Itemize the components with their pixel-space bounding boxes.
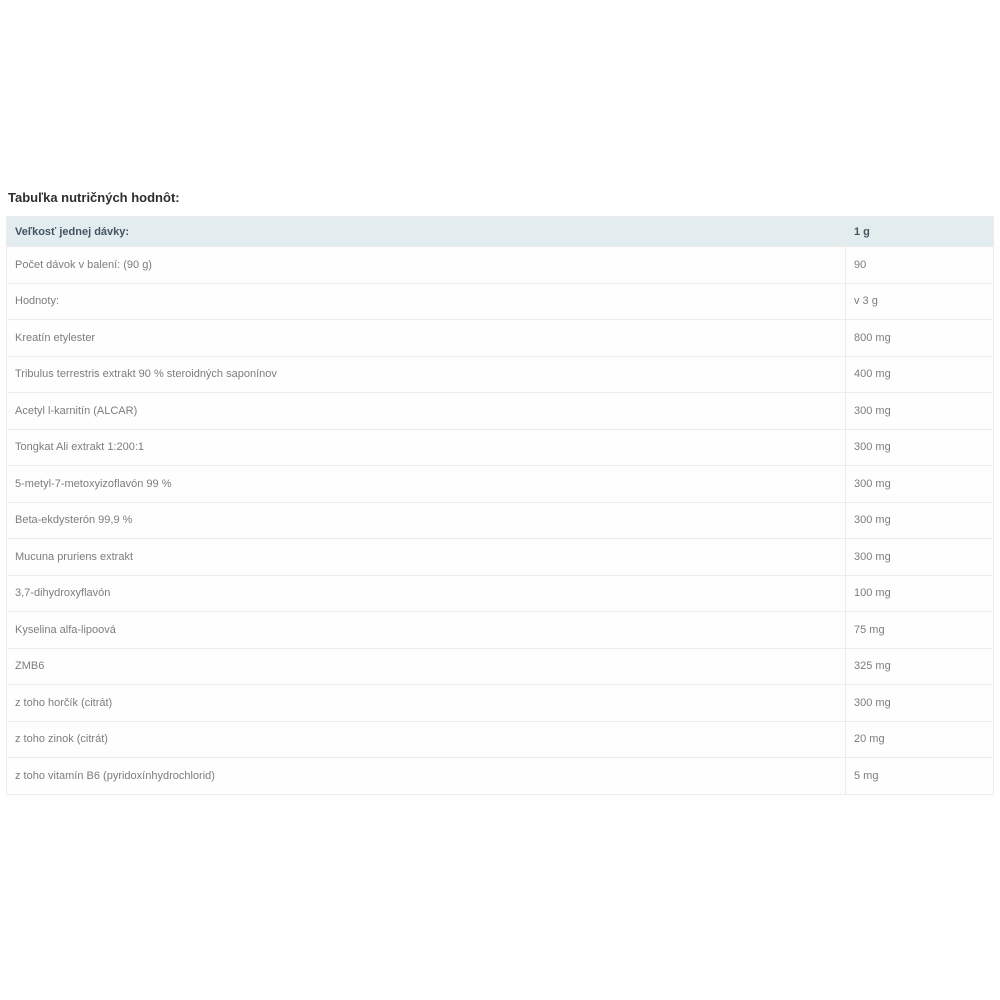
section-title: Tabuľka nutričných hodnôt: [8,190,180,205]
serving-size-label: Veľkosť jednej dávky: [7,217,846,247]
ingredient-label: Počet dávok v balení: (90 g) [7,247,846,284]
ingredient-value: 325 mg [846,648,994,685]
ingredient-value: 800 mg [846,320,994,357]
ingredient-label: Tongkat Ali extrakt 1:200:1 [7,429,846,466]
ingredient-label: z toho horčík (citrát) [7,685,846,722]
table-row [7,758,994,795]
ingredient-value: 400 mg [846,356,994,393]
ingredient-label: Kreatín etylester [7,320,846,357]
ingredient-value: 300 mg [846,466,994,503]
table-row [7,283,994,320]
ingredient-value: 300 mg [846,502,994,539]
serving-size-value: 1 g [846,217,994,247]
ingredient-value: 5 mg [846,758,994,795]
ingredient-label: 3,7-dihydroxyflavón [7,575,846,612]
ingredient-value: 300 mg [846,539,994,576]
table-row [7,648,994,685]
table-row [7,721,994,758]
ingredient-label: Acetyl l-karnitín (ALCAR) [7,393,846,430]
ingredient-label: Beta-ekdysterón 99,9 % [7,502,846,539]
ingredient-label: Kyselina alfa-lipoová [7,612,846,649]
table-row [7,429,994,466]
ingredient-label: z toho zinok (citrát) [7,721,846,758]
table-row [7,685,994,722]
ingredient-label: Mucuna pruriens extrakt [7,539,846,576]
table-row [7,466,994,503]
table-row [7,539,994,576]
ingredient-value: 75 mg [846,612,994,649]
ingredient-label: Hodnoty: [7,283,846,320]
ingredient-label: 5-metyl-7-metoxyizoflavón 99 % [7,466,846,503]
table-row [7,247,994,284]
ingredient-value: 100 mg [846,575,994,612]
table-row [7,393,994,430]
table-row [7,356,994,393]
table-header-row [7,217,994,247]
ingredient-value: v 3 g [846,283,994,320]
ingredient-value: 300 mg [846,393,994,430]
ingredient-label: z toho vitamín B6 (pyridoxínhydrochlorid) [7,758,846,795]
ingredient-value: 90 [846,247,994,284]
nutrition-table [6,216,994,795]
ingredient-value: 20 mg [846,721,994,758]
ingredient-value: 300 mg [846,429,994,466]
ingredient-label: ZMB6 [7,648,846,685]
table-row [7,320,994,357]
table-body [7,247,994,795]
table-row [7,502,994,539]
ingredient-value: 300 mg [846,685,994,722]
ingredient-label: Tribulus terrestris extrakt 90 % steroidných saponínov [7,356,846,393]
table-row [7,612,994,649]
table-row [7,575,994,612]
